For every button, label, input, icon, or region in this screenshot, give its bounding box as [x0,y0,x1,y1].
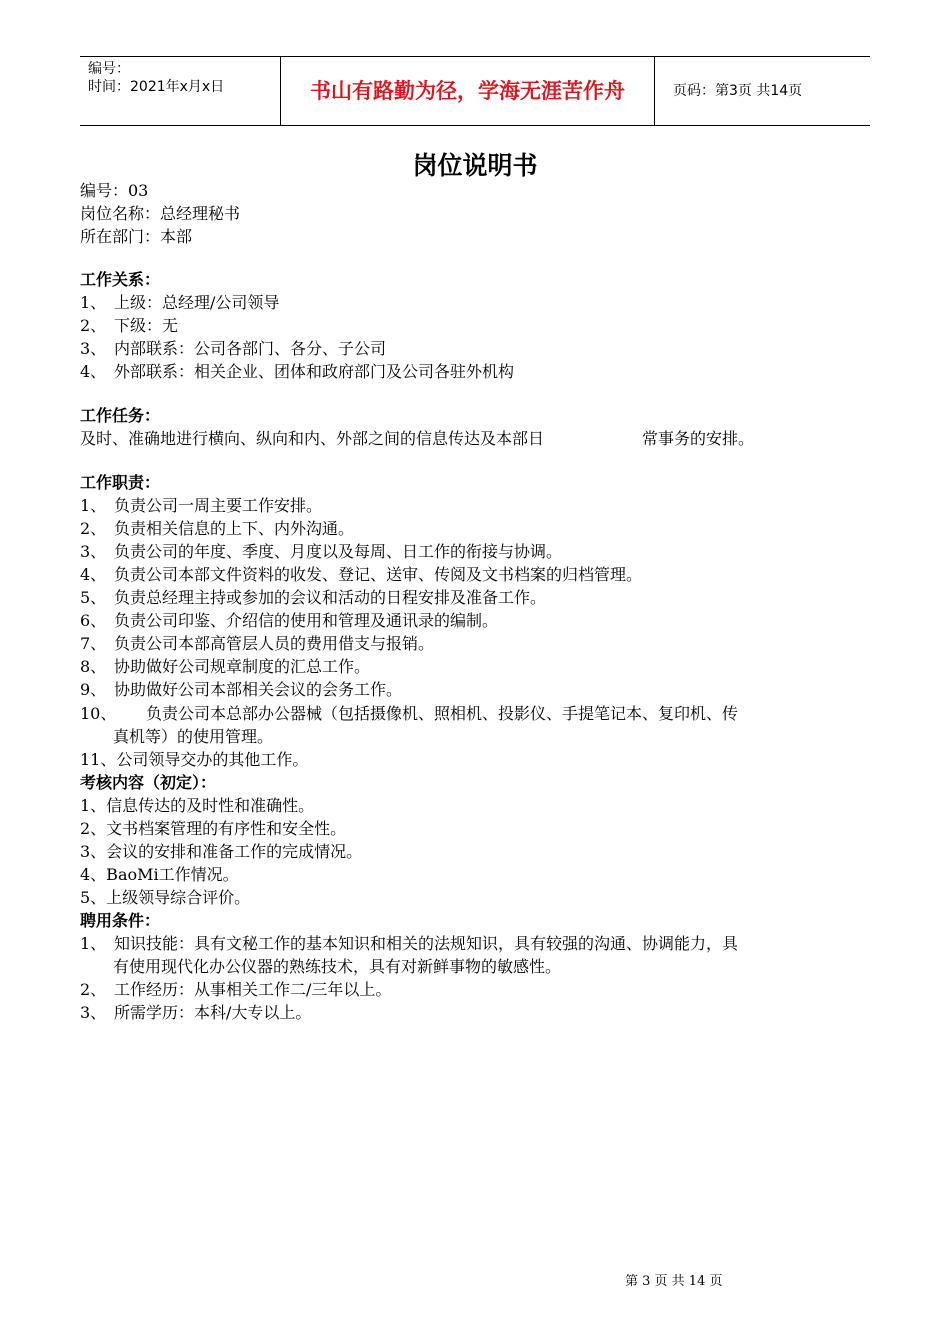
header-number-label: 编号： [88,61,130,77]
item-text: 工作经历：从事相关工作二/三年以上。 [114,980,392,999]
item-number: 1、 [80,934,107,953]
list-item [80,315,178,337]
item-text: 上级：总经理/公司领导 [114,293,280,312]
item-number: 1、 [80,496,107,515]
list-item [80,361,514,383]
item-number: 2、 [80,519,107,538]
list-item-continuation: 有使用现代化办公仪器的熟练技术，具有对新鲜事物的敏感性。 [113,957,562,976]
item-number: 1、 [80,293,107,312]
header-page-label [665,57,870,125]
item-number: 5、 [80,588,107,607]
item-number: 3、 [80,1003,107,1022]
item-number: 3、 [80,542,107,561]
item-number: 2、 [80,316,107,335]
item-number: 4、 [80,565,107,584]
task-text-part-a: 及时、准确地进行横向、纵向和内、外部之间的信息传达及本部日 [80,429,545,448]
footer-page-number: 第 3 页 共 14 页 [625,1274,723,1289]
list-item [80,933,738,955]
list-item [80,1002,311,1024]
item-text: 负责公司本总部办公器械（包括摄像机、照相机、投影仪、手提笔记本、复印机、传 [146,704,739,723]
document-title: 岗位说明书 [412,151,538,180]
item-text: 负责相关信息的上下、内外沟通。 [114,519,355,538]
item-text: 外部联系：相关企业、团体和政府部门及公司各驻外机构 [114,362,515,381]
list-item [80,979,391,1001]
list-item [80,338,386,360]
item-number: 8、 [80,657,107,676]
list-item [80,679,402,701]
list-item [80,518,354,540]
item-text: 负责公司印鉴、介绍信的使用和管理及通讯录的编制。 [114,611,499,630]
item-text: 知识技能：具有文秘工作的基本知识和相关的法规知识，具有较强的沟通、协调能力，具 [114,934,739,953]
item-text: 负责公司的年度、季度、月度以及每周、日工作的衔接与协调。 [114,542,563,561]
item-text: 负责总经理主持或参加的会议和活动的日程安排及准备工作。 [114,588,547,607]
list-item: 1、信息传达的及时性和准确性。 [80,796,315,815]
header-slogan: 书山有路勤为径，学海无涯苦作舟 [281,57,655,125]
item-text: 内部联系：公司各部门、各分、子公司 [114,339,387,358]
header-page-text: 页码：第3页 共14页 [673,83,803,99]
list-item [80,564,642,586]
list-item: 4、BaoMi工作情况。 [80,865,239,884]
list-item [80,495,322,517]
item-text: 所需学历：本科/大专以上。 [114,1003,312,1022]
item-text: 负责公司本部文件资料的收发、登记、送审、传阅及文书档案的归档管理。 [114,565,643,584]
list-item [80,633,434,655]
list-item [80,610,498,632]
item-number: 10、 [80,704,117,723]
item-text: 协助做好公司本部相关会议的会务工作。 [114,680,403,699]
assess-heading: 考核内容（初定）： [80,773,217,792]
header-time-label: 时间：2021年x月x日 [88,79,225,95]
item-number: 3、 [80,339,107,358]
list-item [80,656,370,678]
list-item [80,292,279,314]
list-item-continuation: 真机等）的使用管理。 [113,727,274,746]
item-number: 9、 [80,680,107,699]
item-text: 负责公司本部高管层人员的费用借支与报销。 [114,634,435,653]
item-text: 负责公司一周主要工作安排。 [114,496,323,515]
list-item: 3、会议的安排和准备工作的完成情况。 [80,842,363,861]
duties-heading: 工作职责： [80,473,161,492]
item-number: 2、 [80,980,107,999]
task-text-part-b: 常事务的安排。 [642,429,755,448]
list-item [80,703,738,725]
item-text: 协助做好公司规章制度的汇总工作。 [114,657,371,676]
meta-number: 编号：03 [80,181,149,200]
item-number: 4、 [80,362,107,381]
task-text [80,428,754,450]
meta-department: 所在部门：本部 [80,227,193,246]
list-item: 5、上级领导综合评价。 [80,888,251,907]
list-item: 2、文书档案管理的有序性和安全性。 [80,819,347,838]
item-text: 下级：无 [114,316,179,335]
item-number: 6、 [80,611,107,630]
list-item [80,541,562,563]
task-heading: 工作任务： [80,406,161,425]
list-item [80,587,546,609]
meta-position: 岗位名称：总经理秘书 [80,204,241,223]
item-number: 7、 [80,634,107,653]
relations-heading: 工作关系： [80,270,161,289]
hire-heading: 聘用条件： [80,911,161,930]
page-header [80,56,870,126]
list-item: 11、公司领导交办的其他工作。 [80,750,309,769]
header-info-cell [80,57,281,125]
